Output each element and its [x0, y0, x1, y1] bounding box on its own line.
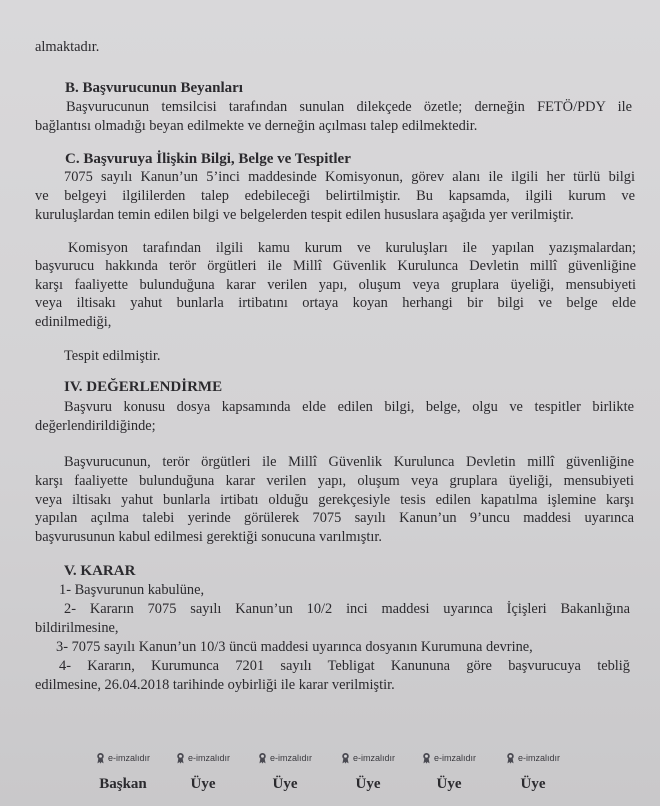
text-line: karşı faaliyette bulunduğuna karar verilen yapı, oluşum veya gruplara üyeliği, mensubiyeti: [35, 473, 634, 489]
text-line: edinilmediği,: [35, 314, 112, 330]
text-line: bağlantısı olmadığı beyan edilmekte ve derneğin açılması talep edilmektedir.: [35, 118, 478, 134]
stamp-label: e-imzalıdır: [187, 753, 230, 763]
signature-block: [323, 750, 413, 793]
seal-icon: [506, 752, 515, 764]
section-heading: IV. DEĞERLENDİRME: [64, 379, 223, 395]
section-heading: C. Başvuruya İlişkin Bilgi, Belge ve Tespitler: [65, 151, 351, 167]
text-line: başvurusunun kabul edilmesi gerektiği sonucuna varılmıştır.: [35, 529, 382, 545]
seal-icon: [422, 752, 431, 764]
e-signature-stamp: [323, 750, 413, 766]
e-signature-stamp: [78, 750, 168, 766]
text-line: edilmesine, 26.04.2018 tarihinde oybirliği ile karar verilmiştir.: [35, 677, 395, 693]
signatory-role: Üye: [436, 776, 462, 792]
seal-icon: [341, 752, 350, 764]
text-line: Komisyon tarafından ilgili kamu kurum ve kuruluşları ile yapılan yazışmalardan;: [68, 240, 636, 256]
text-line: Başvurucunun, terör örgütleri ile Millî Güvenlik Kurulunca Devletin millî güvenliğine: [64, 454, 634, 470]
seal-icon: [258, 752, 267, 764]
e-signature-stamp: [158, 750, 248, 766]
text-line: bildirilmesine,: [35, 620, 119, 636]
text-line: 2- Kararın 7075 sayılı Kanun’un 10/2 inci maddesi uyarınca İçişleri Bakanlığına: [64, 601, 630, 617]
text-line: yapılan açılma talebi yerinde görülerek 7075 sayılı Kanun’un 9’uncu maddesi uyarınca: [35, 510, 634, 526]
stamp-label: e-imzalıdır: [107, 753, 150, 763]
stamp-label: e-imzalıdır: [352, 753, 395, 763]
text-line: Tespit edilmiştir.: [64, 348, 161, 364]
text-line: veya iltisakı yahut bunlarla irtibatı olduğu gerekçesiyle tesis edilen kapatılma işlemine karşı: [35, 492, 634, 508]
text-line: 3- 7075 sayılı Kanun’un 10/3 üncü maddesi uyarınca dosyanın Kurumuna devrine,: [56, 639, 533, 655]
signature-row: [0, 750, 660, 802]
e-signature-stamp: [488, 750, 578, 766]
stamp-label: e-imzalıdır: [433, 753, 476, 763]
e-signature-stamp: [404, 750, 494, 766]
section-heading: V. KARAR: [64, 563, 136, 579]
stamp-label: e-imzalıdır: [269, 753, 312, 763]
signatory-role: Üye: [520, 776, 546, 792]
signatory-role: Üye: [272, 776, 298, 792]
signature-block: [240, 750, 330, 793]
e-signature-stamp: [240, 750, 330, 766]
text-line: 1- Başvurunun kabulüne,: [59, 582, 205, 598]
text-line: 7075 sayılı Kanun’un 5’inci maddesinde Komisyonun, görev alanı ile ilgili her türlü bilgi: [64, 169, 635, 185]
text-line: 4- Kararın, Kurumunca 7201 sayılı Tebligat Kanununa göre başvurucuya tebliğ: [59, 658, 630, 674]
signatory-role: Üye: [355, 776, 381, 792]
signature-block: [158, 750, 248, 793]
text-line: değerlendirildiğinde;: [35, 418, 156, 434]
signature-block: [488, 750, 578, 793]
signature-block: [404, 750, 494, 793]
text-line: almaktadır.: [35, 39, 100, 55]
text-line: ve belgeyi ilgililerden talep edebileceği belirtilmiştir. Bu kapsamda, ilgili kurum ve: [35, 188, 635, 204]
seal-icon: [96, 752, 105, 764]
text-line: Başvuru konusu dosya kapsamında elde edilen bilgi, belge, olgu ve tespitler birlikte: [64, 399, 634, 415]
text-line: başvurucu hakkında terör örgütleri ile Millî Güvenlik Kurulunca Devletin millî güvenliğine: [35, 258, 636, 274]
text-line: karşı faaliyette bulunduğuna karar verilen yapı, oluşum veya gruplara üyeliği, mensubiyeti: [35, 277, 636, 293]
stamp-label: e-imzalıdır: [517, 753, 560, 763]
text-line: Başvurucunun temsilcisi tarafından sunulan dilekçede özetle; derneğin FETÖ/PDY ile: [66, 99, 632, 115]
text-line: kuruluşlardan temin edilen bilgi ve belgelerden tespit edilen hususlara aşağıda yer verilmiştir.: [35, 207, 574, 223]
seal-icon: [176, 752, 185, 764]
signature-block: [78, 750, 168, 793]
section-heading: B. Başvurucunun Beyanları: [65, 80, 243, 96]
signatory-role: Üye: [190, 776, 216, 792]
text-line: veya iltisakı yahut bunlarla irtibatını ortaya koyan herhangi bir bilgi ve belge elde: [35, 295, 636, 311]
signatory-role: Başkan: [99, 776, 147, 792]
